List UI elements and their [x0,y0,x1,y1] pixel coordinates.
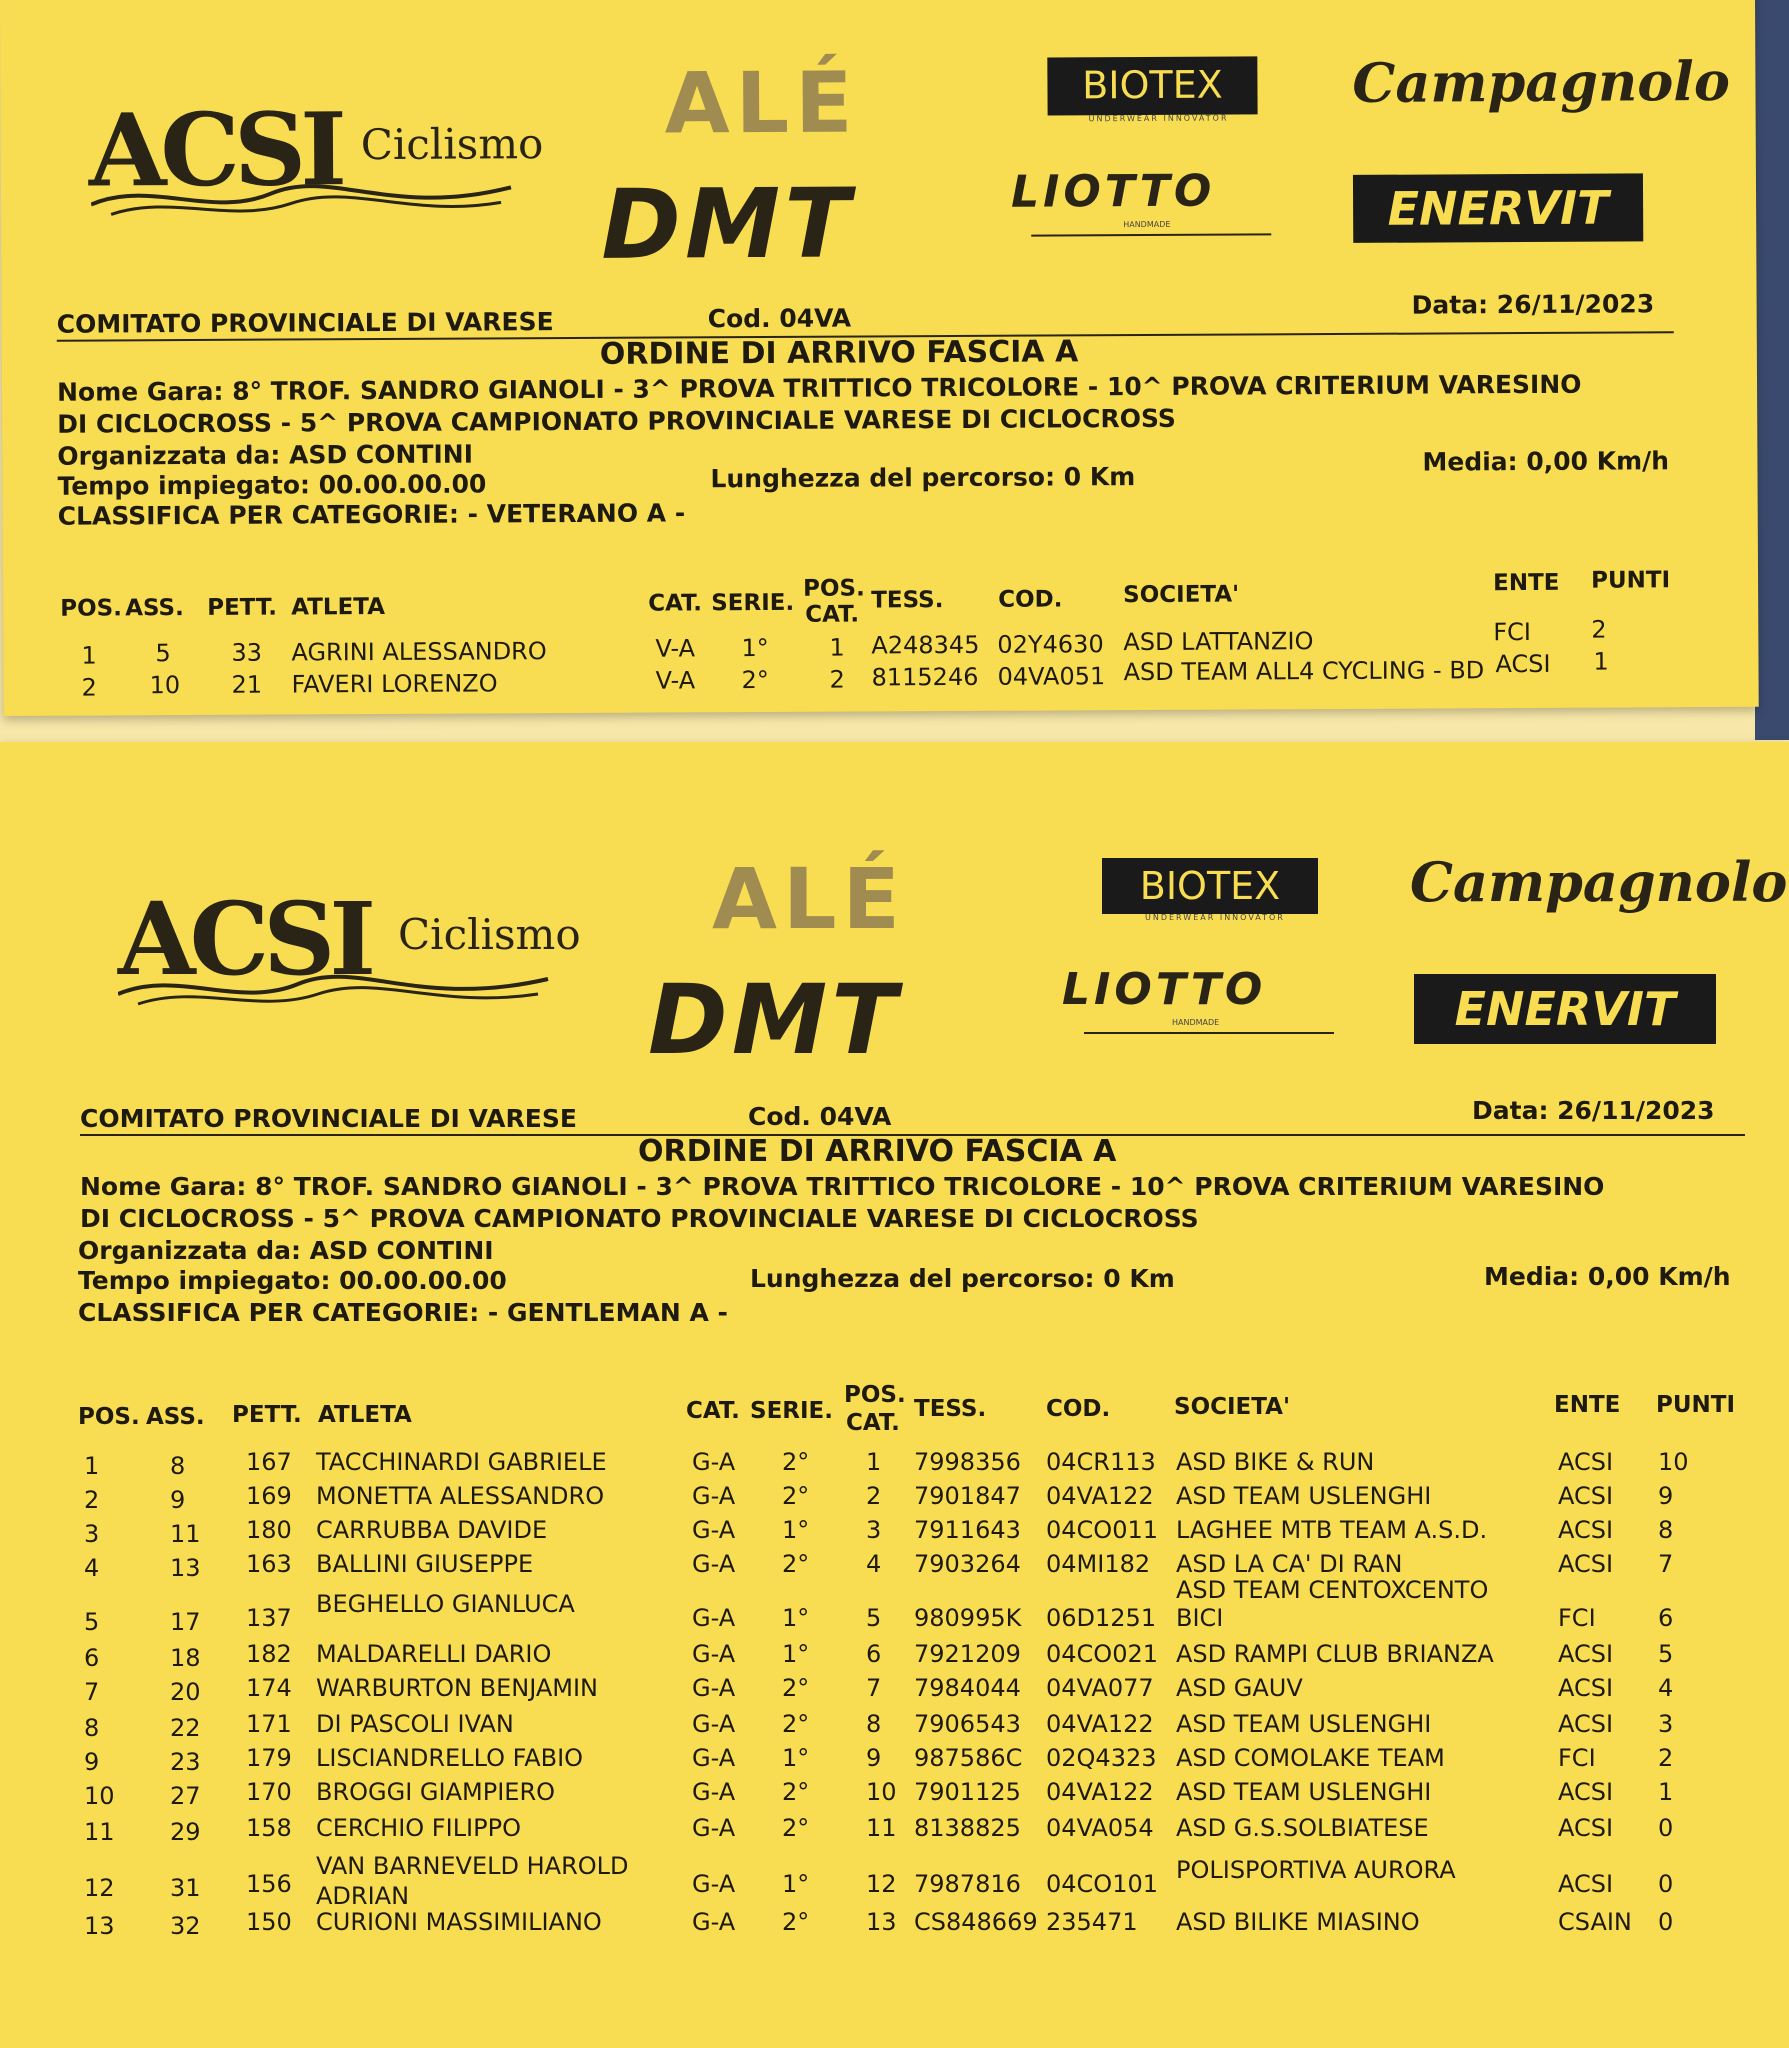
col-cod: COD. [1046,1396,1111,1422]
average-speed: Media: 0,00 Km/h [1422,446,1670,477]
cell-societa: ASD COMOLAKE TEAM [1176,1744,1445,1772]
cell-pett: 150 [246,1908,292,1936]
cell-cat: G-A [692,1908,736,1936]
cell-poscat: 9 [866,1744,882,1772]
cell-tess: 7998356 [914,1448,1021,1476]
cell-punti: 0 [1658,1814,1674,1842]
liotto-underline [1084,1032,1334,1034]
cell-serie: 1° [782,1870,810,1898]
cell-cat: G-A [692,1448,736,1476]
cell-ass: 9 [170,1486,186,1514]
biotex-tagline: UNDERWEAR INNOVATOR [1145,913,1285,922]
col-poscat-line2: CAT. [805,601,860,628]
cell-tess: 7906543 [914,1710,1021,1738]
col-ente: ENTE [1493,569,1560,597]
cell-atleta: AGRINI ALESSANDRO [291,637,547,667]
race-name-line-2: DI CICLOCROSS - 5^ PROVA CAMPIONATO PROVINCIALE VARESE DI CICLOCROSS [80,1204,1199,1233]
time-taken: Tempo impiegato: 00.00.00.00 [57,469,487,501]
col-cat: CAT. [648,590,703,617]
cell-societa: ASD BILIKE MIASINO [1176,1908,1420,1936]
cell-societa: ASD LATTANZIO [1123,627,1314,657]
col-poscat-line2: CAT. [846,1410,900,1436]
cell-punti: 5 [1658,1640,1674,1668]
liotto-underline [1031,233,1271,236]
cell-cod: 06D1251 [1046,1604,1157,1632]
cell-cat: G-A [692,1674,736,1702]
cell-pos: 1 [81,641,97,670]
cell-cat: V-A [655,634,696,663]
cell-pett: 163 [246,1550,292,1578]
cell-atleta: VAN BARNEVELD HAROLD [316,1852,629,1880]
cell-ass: 27 [170,1782,201,1810]
cell-punti: 9 [1658,1482,1674,1510]
cell-ente: CSAIN [1558,1908,1632,1936]
cell-pett: 158 [246,1814,292,1842]
cell-societa: POLISPORTIVA AURORA [1176,1856,1456,1884]
cell-tess: 987586C [914,1744,1023,1772]
cell-societa: ASD G.S.SOLBIATESE [1176,1814,1429,1842]
race-date: Data: 26/11/2023 [1472,1096,1715,1125]
cell-ente: ACSI [1558,1870,1614,1898]
cell-societa: ASD TEAM CENTOXCENTO [1176,1576,1489,1604]
liotto-tagline: HANDMADE [1123,219,1171,230]
cell-atleta-continued: ADRIAN [316,1882,410,1910]
cell-societa: ASD LA CA' DI RAN [1176,1550,1403,1578]
cell-atleta: BROGGI GIAMPIERO [316,1778,556,1806]
cell-tess: A248345 [871,630,980,660]
col-punti: PUNTI [1656,1392,1736,1418]
cell-cod: 04CO011 [1046,1516,1158,1544]
acsi-wave-graphic [91,172,521,224]
dmt-logo: DMT [600,167,855,281]
cell-cod: 04CO021 [1046,1640,1158,1668]
cell-societa: ASD TEAM USLENGHI [1176,1710,1432,1738]
cell-ass: 22 [170,1714,201,1742]
cell-cod: 04VA122 [1046,1710,1154,1738]
cell-atleta: CERCHIO FILIPPO [316,1814,521,1842]
cell-societa: ASD TEAM USLENGHI [1176,1778,1432,1806]
biotex-logo: BIOTEX [1047,56,1257,115]
cell-pett: 33 [231,638,263,667]
cell-cat: V-A [655,666,696,695]
biotex-tagline: UNDERWEAR INNOVATOR [1088,113,1229,124]
cell-cod: 235471 [1046,1908,1138,1936]
cell-serie: 2° [741,665,769,695]
cell-pett: 169 [246,1482,292,1510]
cell-pett: 174 [246,1674,292,1702]
organizer: Organizzata da: ASD CONTINI [57,439,474,471]
cell-pett: 180 [246,1516,292,1544]
cell-punti: 1 [1593,647,1609,676]
enervit-logo: ENERVIT [1353,173,1643,243]
cell-societa: ASD RAMPI CLUB BRIANZA [1176,1640,1494,1668]
cell-atleta: MONETTA ALESSANDRO [316,1482,605,1510]
cell-poscat: 3 [866,1516,882,1544]
cell-punti: 8 [1658,1516,1674,1544]
col-serie: SERIE. [711,589,795,617]
cell-serie: 2° [782,1710,810,1738]
cell-cat: G-A [692,1640,736,1668]
cell-pos: 4 [84,1554,100,1582]
enervit-logo: ENERVIT [1414,974,1716,1044]
liotto-logo: LIOTTO [1062,964,1267,1015]
cell-tess: 7903264 [914,1550,1021,1578]
cell-ass: 32 [170,1912,201,1940]
cell-poscat: 11 [866,1814,897,1842]
cell-pett: 171 [246,1710,292,1738]
cell-atleta: BALLINI GIUSEPPE [316,1550,534,1578]
cell-poscat: 8 [866,1710,882,1738]
results-sheet-veterano [0,0,1759,716]
cell-ass: 5 [155,639,171,668]
ale-logo: ALÉ [712,850,906,948]
col-cod: COD. [998,586,1063,613]
cell-ass: 11 [170,1520,201,1548]
dmt-logo: DMT [648,964,901,1076]
cell-serie: 1° [782,1640,810,1668]
cell-pos: 8 [84,1714,100,1742]
cell-atleta: LISCIANDRELLO FABIO [316,1744,584,1772]
cell-serie: 2° [782,1908,810,1936]
cell-cod: 04VA077 [1046,1674,1154,1702]
cell-poscat: 7 [866,1674,882,1702]
cell-atleta: WARBURTON BENJAMIN [316,1674,598,1702]
organizer: Organizzata da: ASD CONTINI [78,1236,494,1265]
cell-pett: 137 [246,1604,292,1632]
cell-ass: 13 [170,1554,201,1582]
cell-serie: 2° [782,1778,810,1806]
cell-atleta: DI PASCOLI IVAN [316,1710,514,1738]
cell-tess: 7921209 [914,1640,1021,1668]
cell-societa: ASD GAUV [1176,1674,1303,1702]
cell-pos: 6 [84,1644,100,1672]
committee-name: COMITATO PROVINCIALE DI VARESE [56,307,554,339]
background-edge [1755,0,1789,740]
cell-ente: ACSI [1558,1550,1614,1578]
col-poscat-line1: POS. [803,575,865,602]
cell-punti: 10 [1658,1448,1689,1476]
cell-ente: ACSI [1558,1710,1614,1738]
cell-cat: G-A [692,1870,736,1898]
cell-cat: G-A [692,1516,736,1544]
cell-ente: FCI [1558,1744,1596,1772]
cell-ente: FCI [1558,1604,1596,1632]
committee-code: Cod. 04VA [748,1102,892,1131]
col-societa: SOCIETA' [1174,1394,1291,1420]
cell-pett: 170 [246,1778,292,1806]
cell-atleta: TACCHINARDI GABRIELE [316,1448,607,1476]
cell-cod: 02Q4323 [1046,1744,1157,1772]
cell-serie: 2° [782,1814,810,1842]
cell-poscat: 13 [866,1908,897,1936]
col-serie: SERIE. [750,1398,833,1424]
col-pos: POS. [60,595,122,622]
cell-poscat: 4 [866,1550,882,1578]
cell-poscat: 2 [866,1482,882,1510]
category-label: CLASSIFICA PER CATEGORIE: - VETERANO A - [57,498,686,531]
cell-ente: ACSI [1558,1778,1614,1806]
cell-punti: 0 [1658,1908,1674,1936]
cell-ente: ACSI [1558,1674,1614,1702]
cell-pos: 5 [84,1608,100,1636]
cell-pos: 11 [84,1818,115,1846]
cell-punti: 1 [1658,1778,1674,1806]
cell-serie: 1° [782,1516,810,1544]
cell-ass: 10 [149,671,181,700]
acsi-ciclismo-text: Ciclismo [360,119,544,170]
cell-tess: 7901847 [914,1482,1021,1510]
cell-tess: 7911643 [914,1516,1021,1544]
cell-pett: 179 [246,1744,292,1772]
cell-ente: ACSI [1558,1448,1614,1476]
cell-pos: 2 [81,673,97,702]
cell-tess: 7987816 [914,1870,1021,1898]
cell-cat: G-A [692,1710,736,1738]
cell-cat: G-A [692,1814,736,1842]
cell-ente: ACSI [1558,1516,1614,1544]
cell-ass: 31 [170,1874,201,1902]
campagnolo-logo: Campagnolo [1352,48,1731,115]
cell-poscat: 10 [866,1778,897,1806]
cell-atleta: CURIONI MASSIMILIANO [316,1908,602,1936]
campagnolo-logo: Campagnolo [1410,850,1788,914]
cell-pett: 21 [231,670,263,699]
col-atleta: ATLETA [318,1402,412,1428]
cell-societa: ASD TEAM USLENGHI [1176,1482,1432,1510]
cell-societa-continued: BICI [1176,1604,1224,1632]
race-name-line-2: DI CICLOCROSS - 5^ PROVA CAMPIONATO PROVINCIALE VARESE DI CICLOCROSS [57,403,1176,439]
liotto-tagline: HANDMADE [1172,1018,1220,1027]
cell-pett: 156 [246,1870,292,1898]
cell-ente: ACSI [1495,649,1551,679]
cell-tess: 8138825 [914,1814,1021,1842]
cell-atleta: FAVERI LORENZO [291,669,498,699]
document-title: ORDINE DI ARRIVO FASCIA A [599,334,1079,372]
cell-pett: 182 [246,1640,292,1668]
cell-pos: 7 [84,1678,100,1706]
cell-cat: G-A [692,1778,736,1806]
course-length: Lunghezza del percorso: 0 Km [750,1264,1175,1293]
liotto-logo: LIOTTO [1010,165,1216,218]
col-ente: ENTE [1554,1392,1621,1418]
average-speed: Media: 0,00 Km/h [1484,1262,1731,1291]
cell-cat: G-A [692,1604,736,1632]
cell-punti: 6 [1658,1604,1674,1632]
cell-pos: 10 [84,1782,115,1810]
cell-poscat: 5 [866,1604,882,1632]
cell-pos: 12 [84,1874,115,1902]
cell-atleta: BEGHELLO GIANLUCA [316,1590,575,1618]
cell-poscat: 1 [829,633,845,662]
acsi-logo-text: ACSI [88,90,342,210]
cell-ente: ACSI [1558,1640,1614,1668]
cell-tess: 8115246 [871,662,979,692]
committee-name: COMITATO PROVINCIALE DI VARESE [80,1104,577,1133]
cell-pos: 2 [84,1486,100,1514]
cell-ass: 29 [170,1818,201,1846]
col-ass: ASS. [146,1404,205,1430]
cell-serie: 1° [782,1744,810,1772]
cell-ente: ACSI [1558,1482,1614,1510]
time-taken: Tempo impiegato: 00.00.00.00 [78,1266,507,1295]
course-length: Lunghezza del percorso: 0 Km [710,462,1136,494]
cell-poscat: 2 [829,665,845,694]
results-sheet-gentleman [0,742,1789,2048]
race-name-line-1: Nome Gara: 8° TROF. SANDRO GIANOLI - 3^ PROVA TRITTICO TRICOLORE - 10^ PROVA CRITERIUM VARESINO [80,1172,1605,1201]
cell-tess: 7984044 [914,1674,1021,1702]
cell-serie: 1° [782,1604,810,1632]
acsi-ciclismo-text: Ciclismo [398,910,581,959]
cell-ass: 20 [170,1678,201,1706]
cell-cod: 04VA122 [1046,1482,1154,1510]
acsi-logo-text: ACSI [118,880,371,998]
cell-societa: ASD BIKE & RUN [1176,1448,1375,1476]
cell-punti: 2 [1658,1744,1674,1772]
cell-punti: 7 [1658,1550,1674,1578]
col-ass: ASS. [125,595,184,622]
cell-punti: 2 [1591,615,1607,644]
cell-cod: 04VA051 [997,662,1106,691]
cell-serie: 2° [782,1550,810,1578]
cell-cat: G-A [692,1744,736,1772]
col-tess: TESS. [914,1396,987,1422]
cell-cod: 04VA054 [1046,1814,1154,1842]
document-title: ORDINE DI ARRIVO FASCIA A [638,1134,1117,1169]
cell-cat: G-A [692,1550,736,1578]
race-name-line-1: Nome Gara: 8° TROF. SANDRO GIANOLI - 3^ PROVA TRITTICO TRICOLORE - 10^ PROVA CRITERIUM VARESINO [56,369,1582,407]
cell-ass: 8 [170,1452,186,1480]
cell-societa: LAGHEE MTB TEAM A.S.D. [1176,1516,1488,1544]
cell-pett: 167 [246,1448,292,1476]
cell-ass: 23 [170,1748,201,1776]
ale-logo: ALÉ [664,53,859,153]
acsi-wave-graphic [118,964,558,1014]
col-pos: POS. [78,1404,140,1430]
cell-cod: 04CO101 [1046,1870,1158,1898]
race-date: Data: 26/11/2023 [1411,289,1655,320]
committee-code: Cod. 04VA [707,303,852,334]
cell-cod: 04CR113 [1046,1448,1156,1476]
cell-punti: 0 [1658,1870,1674,1898]
cell-tess: 980995K [914,1604,1022,1632]
cell-cod: 02Y4630 [997,630,1104,659]
cell-tess: CS848669 [914,1908,1038,1936]
cell-tess: 7901125 [914,1778,1021,1806]
cell-cat: G-A [692,1482,736,1510]
cell-pos: 3 [84,1520,100,1548]
category-label: CLASSIFICA PER CATEGORIE: - GENTLEMAN A - [78,1298,728,1327]
col-atleta: ATLETA [291,593,386,621]
cell-pos: 1 [84,1452,100,1480]
col-punti: PUNTI [1590,567,1671,594]
cell-punti: 3 [1658,1710,1674,1738]
cell-serie: 1° [741,633,769,663]
col-poscat-line1: POS. [844,1382,906,1408]
cell-ente: ACSI [1558,1814,1614,1842]
cell-ass: 18 [170,1644,201,1672]
cell-pos: 9 [84,1748,100,1776]
col-tess: TESS. [871,587,944,614]
col-pett: PETT. [207,594,277,621]
col-societa: SOCIETA' [1123,581,1240,609]
biotex-logo: BIOTEX [1102,858,1318,914]
cell-pos: 13 [84,1912,115,1940]
cell-societa: ASD TEAM ALL4 CYCLING - BD [1123,656,1485,687]
col-pett: PETT. [232,1402,302,1428]
cell-serie: 2° [782,1674,810,1702]
cell-poscat: 6 [866,1640,882,1668]
cell-poscat: 12 [866,1870,897,1898]
cell-cod: 04MI182 [1046,1550,1151,1578]
cell-punti: 4 [1658,1674,1674,1702]
cell-ente: FCI [1493,617,1532,647]
cell-serie: 2° [782,1448,810,1476]
cell-cod: 04VA122 [1046,1778,1154,1806]
col-cat: CAT. [686,1398,740,1424]
cell-atleta: CARRUBBA DAVIDE [316,1516,548,1544]
cell-atleta: MALDARELLI DARIO [316,1640,552,1668]
cell-poscat: 1 [866,1448,882,1476]
cell-serie: 2° [782,1482,810,1510]
cell-ass: 17 [170,1608,201,1636]
